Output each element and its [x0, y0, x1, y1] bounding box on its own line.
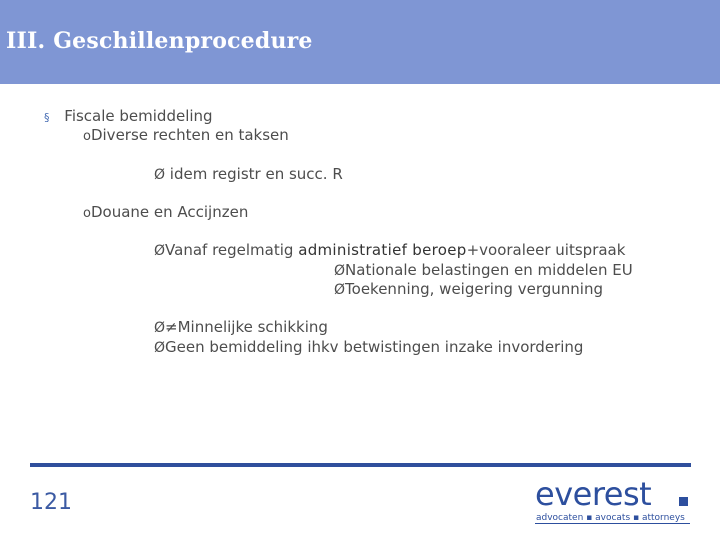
bullet-text: Diverse rechten en taksen	[90, 126, 289, 144]
arrow-bullet-icon: Ø	[334, 263, 346, 279]
arrow-bullet-icon: Ø	[334, 282, 346, 298]
logo-square-icon	[679, 497, 688, 506]
arrow-bullet-nationale-belastingen	[334, 261, 633, 280]
square-bullet-icon: §	[44, 111, 50, 124]
slide-title: III. Geschillenprocedure	[6, 28, 313, 54]
bullet-text: Toekenning, weigering vergunning	[345, 280, 603, 298]
arrow-bullet-toekenning	[334, 280, 603, 299]
arrow-bullet-minnelijke-schikking	[154, 318, 328, 337]
arrow-bullet-geen-bemiddeling	[154, 338, 583, 357]
arrow-bullet-idem-registr	[154, 165, 343, 184]
bullet-text: Geen bemiddeling ihkv betwistingen inzake invordering	[165, 338, 584, 356]
bullet-text: ≠Minnelijke schikking	[165, 318, 328, 336]
logo-tagline: advocaten ▪ avocats ▪ attorneys	[536, 513, 685, 523]
arrow-bullet-icon: Ø	[154, 320, 166, 336]
bullet-text-emphasis: administratief beroep	[298, 241, 467, 259]
sub-bullet-diverse-rechten	[83, 126, 289, 146]
arrow-bullet-icon: Ø	[154, 167, 166, 183]
arrow-bullet-icon: Ø	[154, 340, 166, 356]
arrow-bullet-vanaf-regelmatig	[154, 241, 625, 260]
bullet-text: Fiscale bemiddeling	[64, 107, 213, 125]
bullet-text: Nationale belastingen en middelen EU	[345, 261, 633, 279]
sub-bullet-douane	[83, 203, 248, 223]
bullet-text: Vanaf regelmatig	[165, 241, 299, 259]
bullet-text: Douane en Accijnzen	[90, 203, 249, 221]
circle-bullet-icon: o	[83, 129, 91, 144]
logo-underline	[535, 523, 690, 524]
everest-logo	[535, 476, 695, 526]
bullet-text: idem registr en succ. R	[165, 165, 343, 183]
page-number: 121	[30, 490, 72, 515]
footer-divider	[30, 463, 691, 467]
bullet-text: +vooraleer uitspraak	[466, 241, 626, 259]
logo-wordmark: everest	[535, 475, 652, 513]
bullet-fiscale-bemiddeling	[44, 107, 213, 127]
circle-bullet-icon: o	[83, 206, 91, 221]
arrow-bullet-icon: Ø	[154, 243, 166, 259]
